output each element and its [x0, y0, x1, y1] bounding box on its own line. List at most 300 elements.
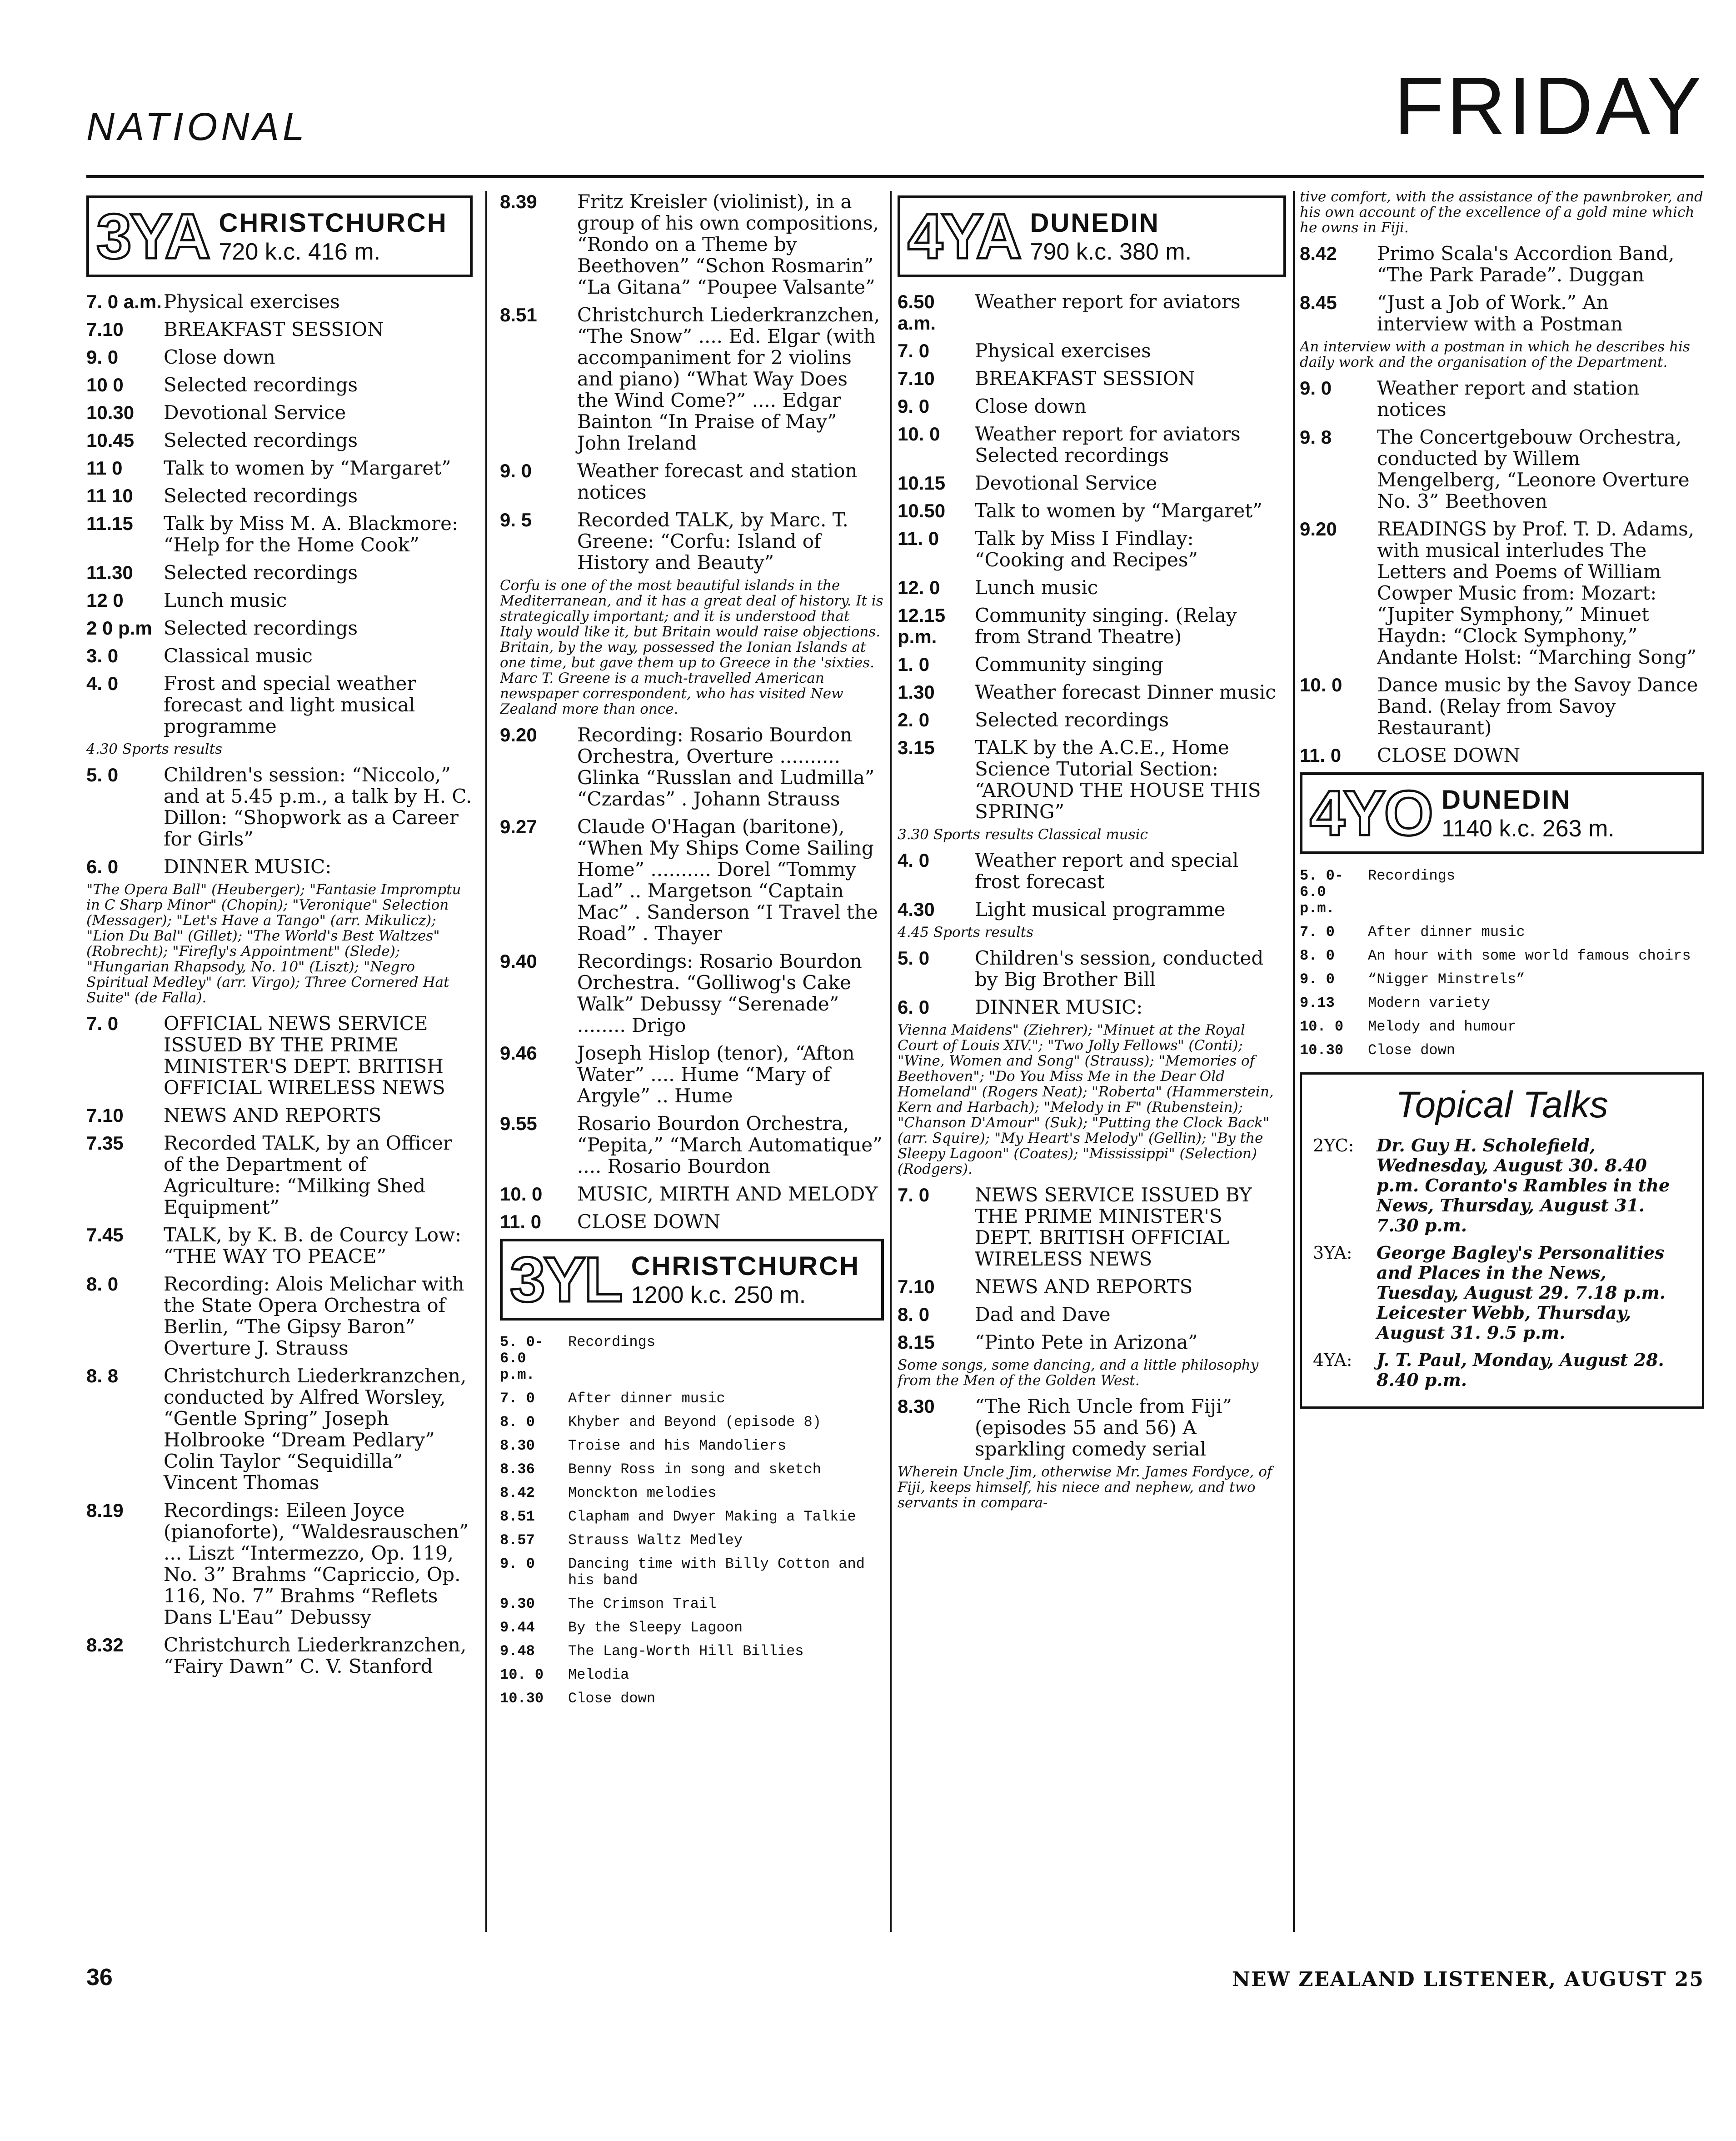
programme-item	[898, 577, 1286, 598]
programme-time: 9. 5	[500, 509, 532, 530]
programme-text: The Crimson Trail	[568, 1596, 717, 1612]
column-3ya	[86, 191, 473, 1932]
programme-item	[1300, 518, 1704, 668]
programme-item	[500, 460, 884, 503]
programme-time: 10 0	[86, 374, 124, 395]
masthead: NEW ZEALAND LISTENER, AUGUST 25	[1232, 1968, 1704, 1991]
programme-time: 7.35	[86, 1132, 124, 1154]
programme-time: 6. 0	[898, 996, 930, 1018]
programme-text: Dancing time with Billy Cotton and his band	[568, 1556, 865, 1589]
programme-item	[898, 1276, 1286, 1297]
programme-time: 12 0	[86, 590, 124, 611]
programme-text: Selected recordings	[164, 561, 358, 584]
programme-note	[898, 1464, 1286, 1511]
column-divider	[485, 191, 487, 1932]
programme-time: 10.45	[86, 430, 135, 451]
programme-text: Community singing	[975, 653, 1163, 675]
programme-time: 7. 0	[898, 340, 930, 361]
programme-item	[898, 681, 1286, 703]
programme-time: 9. 0	[1300, 377, 1332, 399]
programme-item	[86, 764, 473, 850]
programme-text: Melody and humour	[1368, 1018, 1517, 1035]
programme-text: Lunch music	[164, 589, 287, 611]
programme-item	[898, 737, 1286, 822]
programme-item	[898, 395, 1286, 417]
programme-item	[86, 1013, 473, 1098]
programme-time: 10.30	[86, 402, 135, 423]
programme-text: NEWS AND REPORTS	[164, 1104, 382, 1126]
programme-item	[86, 1132, 473, 1218]
programme-text: "The Opera Ball" (Heuberger); "Fantasie Impromptu in C Sharp Minor" (Chopin); "Veronique" Selection (Messager); "Let's Have a Tango" (arr. Mikulicz); "Lion Du Bal" (Gillet); "The World's Best Waltzes" (Robrecht); "Firefly's Appointment" (Slede); "Hungarian Rhapsody, No. 10" (Liszt); "Negro Spiritual Medley" (arr. Virgo); Three Cornered Hat Suite" (de Falla).	[86, 881, 461, 1006]
programme-item	[500, 1667, 884, 1683]
programme-text: Recorded TALK, by an Officer of the Department of Agriculture: “Milking Shed Equipment”	[164, 1132, 452, 1218]
programme-text: CLOSE DOWN	[577, 1211, 721, 1233]
programme-text: Some songs, some dancing, and a little philosophy from the Men of the Golden West.	[898, 1357, 1259, 1389]
programme-time: 4. 0	[898, 850, 930, 871]
programme-item	[86, 513, 473, 555]
programme-item	[500, 1485, 884, 1501]
programme-item	[500, 1113, 884, 1177]
programme-text: Selected recordings	[975, 709, 1169, 731]
programme-text: Joseph Hislop (tenor), “Afton Water” .... Hume “Mary of Argyle” .. Hume	[577, 1042, 855, 1107]
programme-text: Monckton melodies	[568, 1485, 717, 1501]
programme-time: 8.51	[500, 1508, 535, 1525]
station-city: CHRISTCHURCH	[631, 1251, 860, 1281]
programme-time: 3. 0	[86, 645, 119, 666]
station-call-sign: 3YA	[96, 200, 209, 272]
station-city: DUNEDIN	[1030, 208, 1160, 238]
programme-text: An hour with some world famous choirs	[1368, 947, 1691, 964]
programme-text: BREAKFAST SESSION	[975, 367, 1195, 390]
topical-entry	[1313, 1350, 1691, 1390]
programme-item	[500, 1414, 884, 1431]
topical-talks-title: Topical Talks	[1396, 1084, 1608, 1126]
programme-time: 11. 0	[500, 1211, 542, 1232]
programme-time: 11. 0	[898, 528, 939, 549]
column-divider	[1293, 191, 1295, 1932]
programme-time: 10.50	[898, 500, 946, 521]
programme-text: NEWS AND REPORTS	[975, 1276, 1193, 1298]
column-4ya	[898, 191, 1286, 1932]
programme-time: 8.42	[500, 1485, 535, 1501]
programme-text: After dinner music	[1368, 924, 1525, 940]
programme-item	[86, 1634, 473, 1677]
station-logo-3ya	[86, 195, 473, 277]
programme-text: Children's session, conducted by Big Brother Bill	[975, 947, 1264, 990]
programme-item	[500, 1042, 884, 1106]
programme-item	[500, 1556, 884, 1589]
programme-time: 9.27	[500, 816, 537, 837]
programme-time: 7.45	[86, 1224, 124, 1246]
programme-item	[1300, 377, 1704, 420]
station-logo-4yo	[1300, 772, 1704, 854]
programme-item	[86, 457, 473, 479]
programme-text: The Concertgebouw Orchestra, conducted by Willem Mengelberg, “Leonore Overture No. 3” Beethoven	[1377, 426, 1690, 512]
programme-time: 9.40	[500, 950, 537, 972]
programme-time: 7. 0	[1300, 924, 1335, 940]
programme-item	[898, 1184, 1286, 1270]
column-3ya-continued	[500, 191, 884, 1932]
programme-text: “Nigger Minstrels”	[1368, 971, 1525, 988]
programme-text: 4.30 Sports results	[86, 741, 222, 757]
programme-text: Strauss Waltz Medley	[568, 1532, 743, 1549]
programme-item	[86, 1105, 473, 1126]
programme-item	[86, 402, 473, 423]
programme-item	[500, 1461, 884, 1478]
programme-time: 10. 0	[500, 1666, 544, 1683]
programme-time: 12. 0	[898, 577, 940, 598]
programme-item	[500, 1643, 884, 1660]
programme-text: Physical exercises	[164, 290, 340, 313]
programme-time: 9. 0	[500, 460, 532, 481]
programme-text: Selected recordings	[164, 429, 358, 451]
programme-item	[500, 950, 884, 1036]
programme-text: The Lang-Worth Hill Billies	[568, 1643, 804, 1660]
station-logo-4ya	[898, 195, 1286, 277]
programme-time: 4.30	[898, 899, 935, 920]
programme-time: 10.15	[898, 472, 946, 494]
station-call-sign: 3YL	[510, 1244, 621, 1315]
topical-entry	[1313, 1136, 1691, 1236]
programme-text: Selected recordings	[164, 485, 358, 507]
programme-item	[1300, 243, 1704, 285]
topical-station: 3YA:	[1313, 1243, 1352, 1263]
programme-text: Melodia	[568, 1666, 629, 1683]
station-frequency: 1140 k.c. 263 m.	[1442, 815, 1615, 842]
programme-item	[898, 423, 1286, 466]
programme-time: 12.15 p.m.	[898, 605, 946, 647]
programme-text: Modern variety	[1368, 995, 1490, 1011]
programme-time: 9.20	[1300, 518, 1337, 540]
programme-text: Wherein Uncle Jim, otherwise Mr. James Fordyce, of Fiji, keeps himself, his niece and nephew, and two servants in compara-	[898, 1464, 1272, 1511]
programme-item	[500, 509, 884, 573]
programme-item	[500, 1691, 884, 1707]
programme-text: Christchurch Liederkranzchen, “Fairy Dawn” C. V. Stanford	[164, 1634, 467, 1677]
programme-item	[500, 1211, 884, 1232]
programme-text: Classical music	[164, 645, 313, 667]
programme-time: 1.30	[898, 681, 935, 703]
programme-time: 2. 0	[898, 709, 930, 730]
programme-item	[86, 1224, 473, 1267]
programme-text: DINNER MUSIC:	[975, 996, 1143, 1018]
topical-entry	[1313, 1243, 1691, 1343]
topical-text: George Bagley's Personalities and Places in the News, Tuesday, August 29. 7.18 p.m. Leicester Webb, Thursday, August 31. 9.5 p.m.	[1377, 1242, 1666, 1343]
programme-text: Weather report and special frost forecast	[975, 849, 1239, 893]
programme-text: BREAKFAST SESSION	[164, 318, 384, 340]
programme-time: 7. 0 a.m.	[86, 291, 162, 312]
programme-text: Troise and his Mandoliers	[568, 1437, 787, 1454]
programme-text: Selected recordings	[164, 617, 358, 639]
programme-item	[1300, 971, 1704, 988]
programme-item	[86, 856, 473, 877]
programme-text: Weather report and station notices	[1377, 377, 1640, 420]
programme-text: 3.30 Sports results Classical music	[898, 826, 1148, 843]
programme-time: 11. 0	[1300, 745, 1342, 766]
page-number: 36	[86, 1964, 113, 1991]
programme-text: Christchurch Liederkranzchen, “The Snow” .... Ed. Elgar (with accompaniment for 2 violins and piano) “What Way Does the Wind Come?” .... Edgar Bainton “In Praise of May” John Ireland	[577, 304, 880, 454]
programme-text: Children's session: “Niccolo,” and at 5.45 p.m., a talk by H. C. Dillon: “Shopwork as a Career for Girls”	[164, 764, 472, 850]
programme-item	[86, 1273, 473, 1359]
programme-note	[1300, 191, 1704, 235]
programme-time: 9.48	[500, 1643, 535, 1660]
programme-time: 9.46	[500, 1042, 537, 1064]
programme-time: 8.36	[500, 1461, 535, 1478]
programme-text: Weather report for aviators Selected recordings	[975, 423, 1241, 466]
programme-item	[898, 1331, 1286, 1353]
topical-station: 2YC:	[1313, 1136, 1354, 1156]
programme-item	[898, 850, 1286, 892]
programme-time: 4. 0	[86, 673, 119, 694]
programme-text: “Just a Job of Work.” An interview with a Postman	[1377, 291, 1623, 335]
programme-item	[1300, 1042, 1704, 1059]
programme-text: Close down	[164, 346, 275, 368]
programme-text: Khyber and Beyond (episode 8)	[568, 1414, 821, 1431]
programme-item	[1300, 1019, 1704, 1035]
station-call-sign: 4YA	[908, 200, 1020, 272]
column-4ya-continued	[1300, 191, 1704, 1932]
programme-time: 2 0 p.m	[86, 617, 152, 639]
programme-text: Talk to women by “Margaret”	[164, 457, 451, 479]
programme-text: Weather report for aviators	[975, 290, 1241, 313]
topical-talks-box	[1300, 1072, 1704, 1409]
programme-text: Frost and special weather forecast and light musical programme	[164, 672, 416, 737]
programme-time: 7. 0	[500, 1390, 535, 1407]
programme-text: DINNER MUSIC:	[164, 855, 332, 878]
programme-text: Vienna Maidens" (Ziehrer); "Minuet at the Royal Court of Louis XIV."; "Two Jolly Fellows" (Conti); "Wine, Women and Song" (Strauss); "Memories of Beethoven"; "Do You Miss Me in the Dear Old Homeland" (Rogers Neat); "Roberta" (Hammerstein, Kern and Harbach); "Melody in F" (Rubenstein); "Chanson D'Amour" (Suk); "Putting the Clock Back" (arr. Squire); "My Heart's Melody" (Gellin); "By the Sleepy Lagoon" (Coates); "Mississippi" (Selection) (Rodgers).	[898, 1022, 1274, 1177]
programme-text: Close down	[975, 395, 1087, 417]
programme-item	[1300, 745, 1704, 766]
programme-item	[500, 1509, 884, 1525]
programme-item	[500, 1620, 884, 1636]
programme-text: tive comfort, with the assistance of the pawnbroker, and his own account of the excellence of a gold mine which he owns in Fiji.	[1300, 191, 1703, 236]
programme-time: 8. 0	[500, 1414, 535, 1431]
programme-item	[898, 340, 1286, 361]
programme-time: 11.15	[86, 513, 133, 534]
programme-text: Close down	[1368, 1042, 1456, 1059]
programme-note	[500, 578, 884, 717]
programme-item	[500, 1334, 884, 1383]
programme-item	[86, 374, 473, 395]
programme-text: Lunch music	[975, 576, 1098, 599]
programme-time: 8.42	[1300, 243, 1337, 264]
programme-time: 8.32	[86, 1634, 124, 1656]
programme-time: 9. 0	[500, 1556, 535, 1572]
programme-item	[500, 816, 884, 944]
programme-text: Devotional Service	[164, 401, 346, 424]
programme-text: Primo Scala's Accordion Band, “The Park Parade”. Duggan	[1377, 242, 1675, 286]
programme-text: Weather forecast and station notices	[577, 460, 858, 503]
programme-time: 7.10	[86, 1105, 124, 1126]
programme-time: 8.30	[500, 1437, 535, 1454]
station-logo-3yl	[500, 1239, 884, 1321]
topical-text: Dr. Guy H. Scholefield, Wednesday, August 30. 8.40 p.m. Coranto's Rambles in the News, Thursday, August 31. 7.30 p.m.	[1377, 1135, 1670, 1236]
programme-time: 8. 0	[86, 1273, 119, 1295]
programme-item	[86, 485, 473, 506]
programme-text: TALK by the A.C.E., Home Science Tutorial Section: “AROUND THE HOUSE THIS SPRING”	[975, 736, 1261, 823]
programme-time: 8. 0	[1300, 947, 1335, 964]
programme-item	[898, 472, 1286, 494]
station-frequency: 790 k.c. 380 m.	[1030, 238, 1192, 265]
programme-time: 5. 0	[86, 764, 119, 785]
programme-time: 9.13	[1300, 995, 1335, 1011]
programme-time: 3.15	[898, 737, 935, 758]
programme-time: 9.20	[500, 724, 537, 745]
programme-time: 9. 0	[86, 346, 119, 368]
programme-text: Community singing. (Relay from Strand Theatre)	[975, 604, 1237, 648]
programme-time: 8.45	[1300, 292, 1337, 313]
programme-text: Physical exercises	[975, 340, 1151, 362]
programme-time: 7. 0	[898, 1184, 930, 1206]
programme-time: 11 0	[86, 457, 123, 479]
programme-time: 9.55	[500, 1113, 537, 1134]
programme-item	[500, 1596, 884, 1612]
programme-time: 1. 0	[898, 654, 930, 675]
programme-text: Dance music by the Savoy Dance Band. (Relay from Savoy Restaurant)	[1377, 674, 1698, 739]
programme-text: Recording: Alois Melichar with the State Opera Orchestra of Berlin, “The Gipsy Baron” Overture J. Strauss	[164, 1273, 464, 1359]
programme-item	[86, 673, 473, 737]
programme-time: 9.30	[500, 1596, 535, 1612]
programme-time: 11.30	[86, 562, 133, 583]
programme-item	[86, 291, 473, 312]
programme-time: 11 10	[86, 485, 133, 506]
programme-time: 7.10	[86, 319, 124, 340]
topical-text: J. T. Paul, Monday, August 28. 8.40 p.m.	[1377, 1350, 1664, 1390]
programme-text: Devotional Service	[975, 472, 1157, 494]
programme-note	[86, 882, 473, 1005]
programme-time: 10.30	[500, 1690, 544, 1707]
programme-item	[500, 304, 884, 454]
programme-text: NEWS SERVICE ISSUED BY THE PRIME MINISTER'S DEPT. BRITISH OFFICIAL WIRELESS NEWS	[975, 1184, 1252, 1270]
programme-item	[86, 1500, 473, 1628]
programme-text: Talk by Miss M. A. Blackmore: “Help for the Home Cook”	[164, 512, 459, 556]
programme-time: 7. 0	[86, 1013, 119, 1034]
topical-station: 4YA:	[1313, 1350, 1352, 1370]
programme-time: 8.39	[500, 191, 537, 212]
programme-time: 9.44	[500, 1619, 535, 1636]
programme-item	[898, 654, 1286, 675]
programme-time: 8.30	[898, 1396, 935, 1417]
programme-item	[898, 500, 1286, 521]
programme-item	[86, 590, 473, 611]
programme-note	[86, 741, 473, 757]
programme-note	[898, 1357, 1286, 1388]
programme-text: Recorded TALK, by Marc. T. Greene: “Corfu: Island of History and Beauty”	[577, 509, 848, 574]
programme-text: Clapham and Dwyer Making a Talkie	[568, 1508, 856, 1525]
programme-item	[898, 996, 1286, 1018]
programme-time: 8.15	[898, 1331, 935, 1353]
programme-note	[898, 827, 1286, 842]
programme-item	[1300, 948, 1704, 964]
programme-text: Talk by Miss I Findlay: “Cooking and Recipes”	[975, 527, 1198, 571]
programme-time: 10. 0	[1300, 1018, 1344, 1035]
programme-note	[1300, 339, 1704, 370]
programme-item	[86, 319, 473, 340]
programme-item	[1300, 426, 1704, 512]
programme-text: An interview with a postman in which he describes his daily work and the organisation of the Department.	[1300, 339, 1690, 370]
station-frequency: 720 k.c. 416 m.	[219, 238, 381, 265]
programme-time: 8.19	[86, 1500, 124, 1521]
programme-time: 9. 0	[898, 395, 930, 417]
programme-text: By the Sleepy Lagoon	[568, 1619, 743, 1636]
programme-text: READINGS by Prof. T. D. Adams, with musical interludes The Letters and Poems of William Cowper Music from: Mozart: “Jupiter Symphony,” Minuet Haydn: “Clock Symphony,” Andante Holst: “Marching Song”	[1377, 518, 1697, 668]
programme-item	[898, 1396, 1286, 1460]
programme-text: Fritz Kreisler (violinist), in a group of his own compositions, “Rondo on a Theme by Beethoven” “Schon Rosmarin” “La Gitana” “Poupee Valsante”	[577, 191, 879, 298]
programme-item	[1300, 868, 1704, 917]
programme-time: 7.10	[898, 1276, 935, 1297]
programme-time: 7.10	[898, 368, 935, 389]
programme-time: 6.50 a.m.	[898, 291, 936, 334]
programme-item	[500, 1183, 884, 1205]
programme-time: 10. 0	[500, 1183, 543, 1205]
programme-text: 4.45 Sports results	[898, 924, 1033, 940]
programme-time: 9. 8	[1300, 426, 1332, 448]
programme-item	[500, 724, 884, 810]
programme-note	[898, 1022, 1286, 1177]
station-city: CHRISTCHURCH	[219, 208, 448, 238]
programme-text: Recording: Rosario Bourdon Orchestra, Overture .......... Glinka “Russlan and Ludmilla” “Czardas” . Johann Strauss	[577, 724, 875, 810]
programme-text: Rosario Bourdon Orchestra, “Pepita,” “March Automatique” .... Rosario Bourdon	[577, 1112, 883, 1177]
programme-item	[86, 617, 473, 639]
programme-text: After dinner music	[568, 1390, 725, 1407]
station-city: DUNEDIN	[1442, 785, 1571, 815]
programme-time: 6. 0	[86, 856, 119, 877]
column-divider	[890, 191, 892, 1932]
programme-text: MUSIC, MIRTH AND MELODY	[577, 1183, 878, 1205]
section-title: NATIONAL	[86, 105, 308, 149]
programme-item	[898, 528, 1286, 570]
programme-item	[1300, 995, 1704, 1011]
station-call-sign: 4YO	[1310, 777, 1432, 849]
programme-item	[86, 1365, 473, 1493]
programme-time: 5. 0-6.0 p.m.	[500, 1334, 544, 1383]
programme-text: CLOSE DOWN	[1377, 744, 1521, 766]
programme-item	[1300, 292, 1704, 335]
programme-item	[86, 430, 473, 451]
programme-item	[500, 1438, 884, 1454]
programme-item	[500, 1391, 884, 1407]
programme-item	[898, 947, 1286, 990]
programme-item	[898, 368, 1286, 389]
programme-text: Recordings: Eileen Joyce (pianoforte), “Waldesrauschen” ... Liszt “Intermezzo, Op. 119, No. 3” Brahms “Capriccio, Op. 116, No. 7” Brahms “Reflets Dans L'Eau” Debussy	[164, 1499, 469, 1628]
programme-text: OFFICIAL NEWS SERVICE ISSUED BY THE PRIME MINISTER'S DEPT. BRITISH OFFICIAL WIRELESS NEWS	[164, 1012, 445, 1099]
programme-time: 10.30	[1300, 1042, 1344, 1059]
programme-text: Corfu is one of the most beautiful islands in the Mediterranean, and it has a great deal of history. It is strategically important; and it is understood that Italy would like it, but Britain would raise objections. Britain, by the way, possessed the Ionian Islands at one time, but gave them up to Greece in the 'sixties. Marc T. Greene is a much-travelled American newspaper correspondent, who has visited New Zealand more than once.	[500, 577, 883, 717]
programme-text: Claude O'Hagan (baritone), “When My Ships Come Sailing Home” .......... Dorel “Tommy Lad” .. Margetson “Captain Mac” . Sanderson “I Travel the Road” . Thayer	[577, 815, 878, 945]
day-title: FRIDAY	[1394, 60, 1704, 152]
programme-time: 5. 0	[898, 947, 930, 969]
programme-note	[898, 925, 1286, 940]
programme-item	[86, 562, 473, 583]
programme-time: 9. 0	[1300, 971, 1335, 988]
programme-time: 8. 0	[898, 1304, 930, 1325]
programme-item	[1300, 674, 1704, 738]
programme-time: 5. 0-6.0 p.m.	[1300, 867, 1344, 917]
header-rule	[86, 175, 1704, 178]
programme-time: 8. 8	[86, 1365, 119, 1386]
programme-text: Recordings: Rosario Bourdon Orchestra. “Golliwog's Cake Walk” Debussy “Serenade” ........ Drigo	[577, 950, 862, 1036]
programme-text: Benny Ross in song and sketch	[568, 1461, 821, 1478]
programme-text: TALK, by K. B. de Courcy Low: “THE WAY TO PEACE”	[164, 1224, 462, 1267]
programme-text: Recordings	[568, 1334, 656, 1351]
programme-item	[86, 346, 473, 368]
programme-item	[898, 709, 1286, 730]
programme-item	[500, 191, 884, 298]
station-frequency: 1200 k.c. 250 m.	[631, 1281, 806, 1308]
programme-item	[898, 291, 1286, 334]
programme-item	[898, 1304, 1286, 1325]
programme-item	[86, 645, 473, 666]
programme-item	[1300, 924, 1704, 940]
